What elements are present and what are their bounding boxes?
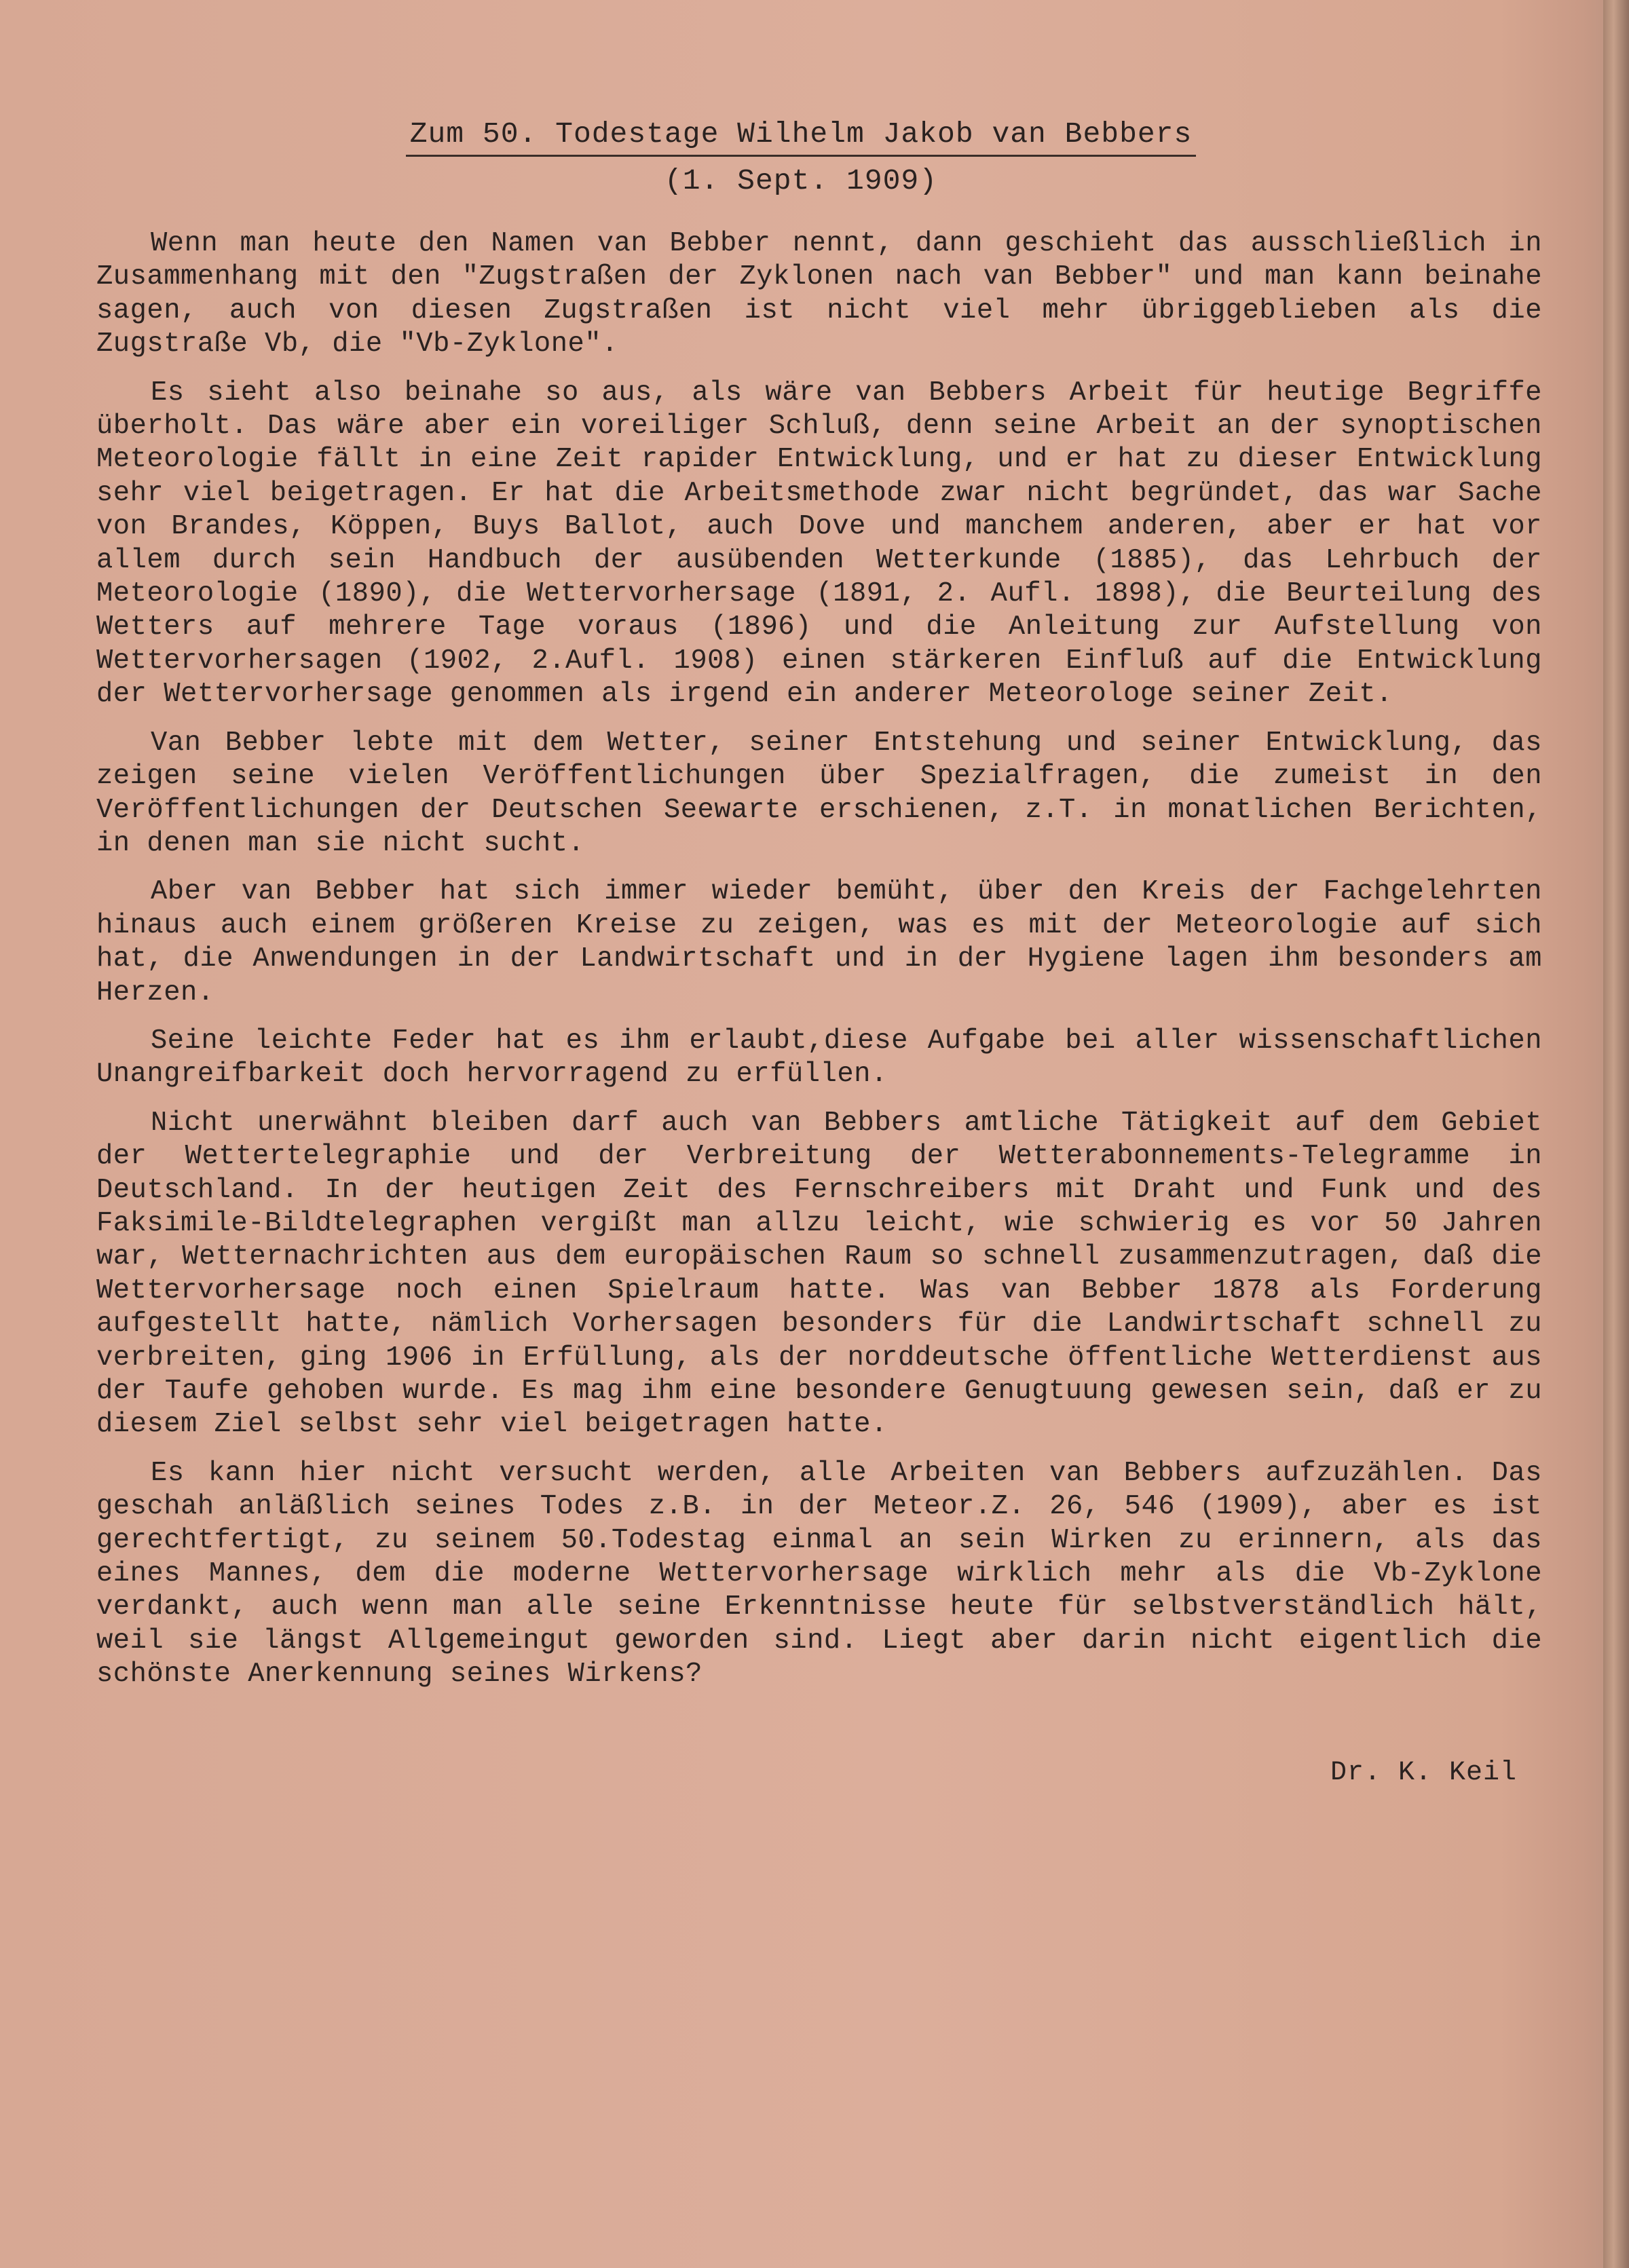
paragraph-1: Wenn man heute den Namen van Bebber nennt, dann geschieht das ausschließlich in Zusammenhang mit den "Zugstraßen der Zyklonen nach van Bebber" und man kann beinahe sagen, auch von diesen Zugstraßen ist nicht viel mehr übriggeblieben als die Zugstraße Vb, die "Vb-Zyklone".: [96, 228, 1542, 360]
paragraph-6: Nicht unerwähnt bleiben darf auch van Bebbers amtliche Tätigkeit auf dem Gebiet der Wettertelegraphie und der Verbreitung der Wetterabonnements-Telegramme in Deutschland. In der heutigen Zeit des Fernschreibers mit Draht und Funk und des Faksimile-Bildtelegraphen vergißt man allzu leicht, wie schwierig es vor 50 Jahren war, Wetternachrichten aus dem europäischen Raum so schnell zusammenzutragen, daß die Wettervorhersage noch einen Spielraum hatte. Was van Bebber 1878 als Forderung aufgestellt hatte, nämlich Vorhersagen besonders für die Landwirtschaft schnell zu verbreiten, ging 1906 in Erfüllung, als der norddeutsche öffentliche Wetterdienst aus der Taufe gehoben wurde. Es mag ihm eine besondere Genugtuung gewesen sein, daß er zu diesem Ziel selbst sehr viel beigetragen hatte.: [96, 1107, 1542, 1441]
article-body: [96, 227, 1542, 1707]
paragraph-2: Es sieht also beinahe so aus, als wäre van Bebbers Arbeit für heutige Begriffe überholt. Das wäre aber ein voreiliger Schluß, denn seine Arbeit an der synoptischen Meteorologie fällt in eine Zeit rapider Entwicklung, und er hat zu dieser Entwicklung sehr viel beigetragen. Er hat die Arbeitsmethode zwar nicht begründet, das war Sache von Brandes, Köppen, Buys Ballot, auch Dove und manchem anderen, aber er hat vor allem durch sein Handbuch der ausübenden Wetterkunde (1885), das Lehrbuch der Meteorologie (1890), die Wettervorhersage (1891, 2. Aufl. 1898), die Beurteilung des Wetters auf mehrere Tage voraus (1896) und die Anleitung zur Aufstellung von Wettervorhersagen (1902, 2.Aufl. 1908) einen stärkeren Einfluß auf die Entwicklung der Wettervorhersage genommen als irgend ein anderer Meteorologe seiner Zeit.: [96, 377, 1542, 711]
document-subtitle: (1. Sept. 1909): [664, 164, 938, 197]
page-edge-shadow: [1603, 0, 1629, 2268]
document-title: Zum 50. Todestage Wilhelm Jakob van Bebbers: [406, 115, 1197, 157]
paragraph-3: Van Bebber lebte mit dem Wetter, seiner Entstehung und seiner Entwicklung, das zeigen seine vielen Veröffentlichungen über Spezialfragen, die zumeist in den Veröffentlichungen der Deutschen Seewarte erschienen, z.T. in monatlichen Berichten, in denen man sie nicht sucht.: [96, 727, 1542, 859]
paragraph-4: Aber van Bebber hat sich immer wieder bemüht, über den Kreis der Fachgelehrten hinaus auch einem größeren Kreise zu zeigen, was es mit der Meteorologie auf sich hat, die Anwendungen in der Landwirtschaft und in der Hygiene lagen ihm besonders am Herzen.: [96, 876, 1542, 1008]
author-signature: Dr. K. Keil: [1330, 1758, 1518, 1788]
title-block: [0, 115, 1602, 200]
paragraph-7: Es kann hier nicht versucht werden, alle Arbeiten van Bebbers aufzuzählen. Das geschah anläßlich seines Todes z.B. in der Meteor.Z. 26, 546 (1909), aber es ist gerechtfertigt, zu seinem 50.Todestag einmal an sein Wirken zu erinnern, als das eines Mannes, dem die moderne Wettervorhersage wirklich mehr als die Vb-Zyklone verdankt, auch wenn man alle seine Erkenntnisse heute für selbstverständlich hält, weil sie längst Allgemeingut geworden sind. Liegt aber darin nicht eigentlich die schönste Anerkennung seines Wirkens?: [96, 1457, 1542, 1690]
paragraph-5: Seine leichte Feder hat es ihm erlaubt,diese Aufgabe bei aller wissenschaftlichen Unangreifbarkeit doch hervorragend zu erfüllen.: [96, 1025, 1542, 1091]
